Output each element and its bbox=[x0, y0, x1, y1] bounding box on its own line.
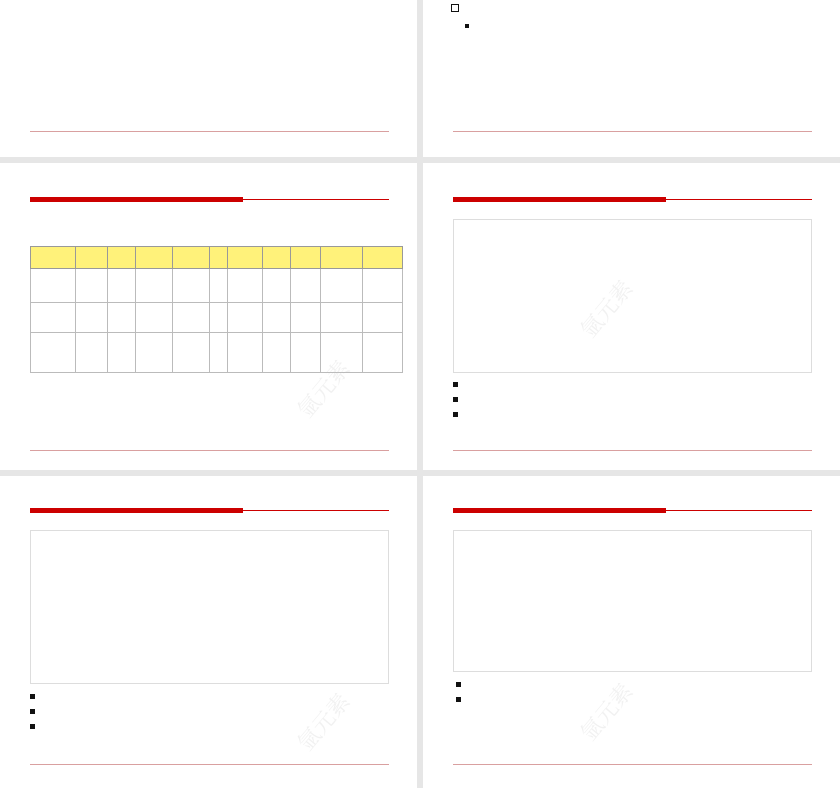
footer-divider bbox=[30, 131, 389, 132]
title-underline-bar bbox=[453, 197, 666, 202]
watermark: 氩元素 bbox=[293, 689, 356, 757]
slide-villa-market bbox=[423, 476, 840, 788]
title-underline-thin bbox=[243, 199, 389, 200]
supply-demand-chart bbox=[30, 530, 389, 684]
stat-line bbox=[453, 677, 470, 692]
title-underline-bar bbox=[30, 508, 243, 513]
column-header bbox=[291, 247, 321, 269]
column-header bbox=[76, 247, 108, 269]
stat-line bbox=[453, 407, 459, 422]
column-header bbox=[363, 247, 403, 269]
column-header bbox=[210, 247, 228, 269]
stat-summary bbox=[453, 677, 470, 707]
stat-line bbox=[30, 719, 36, 734]
column-header bbox=[228, 247, 263, 269]
column-header bbox=[263, 247, 291, 269]
footer-divider bbox=[453, 450, 812, 451]
column-header bbox=[108, 247, 136, 269]
slide-policy-news bbox=[0, 0, 417, 157]
watermark: 氩元素 bbox=[293, 356, 356, 424]
footer-divider bbox=[453, 131, 812, 132]
column-header bbox=[31, 247, 76, 269]
title-underline-bar bbox=[30, 197, 243, 202]
stat-line bbox=[453, 692, 470, 707]
slide-commercial-residential bbox=[423, 163, 840, 470]
table-row bbox=[31, 269, 403, 303]
column-header bbox=[136, 247, 173, 269]
watermark: 氩元素 bbox=[576, 679, 639, 747]
stat-line bbox=[453, 392, 459, 407]
stat-summary bbox=[453, 377, 459, 422]
slide-land-market bbox=[0, 163, 417, 470]
table-row bbox=[31, 333, 403, 373]
footer-divider bbox=[453, 764, 812, 765]
column-header bbox=[173, 247, 210, 269]
title-underline-bar bbox=[453, 508, 666, 513]
land-transactions-table bbox=[30, 246, 403, 373]
title-underline-thin bbox=[243, 510, 389, 511]
market-opinions-heading bbox=[451, 3, 463, 14]
slide-market-opinions bbox=[423, 0, 840, 157]
column-header bbox=[321, 247, 363, 269]
stat-summary bbox=[30, 689, 36, 734]
table-header-row bbox=[31, 247, 403, 269]
footer-divider bbox=[30, 764, 389, 765]
villa-trend-chart bbox=[453, 530, 812, 672]
policy-paragraph bbox=[38, 2, 391, 15]
stat-line bbox=[453, 377, 459, 392]
supply-demand-chart bbox=[453, 219, 812, 373]
checkbox-square-icon bbox=[451, 4, 459, 12]
footer-divider bbox=[30, 450, 389, 451]
title-underline-thin bbox=[666, 510, 812, 511]
stat-line bbox=[30, 689, 36, 704]
table-row bbox=[31, 303, 403, 333]
watermark: 氩元素 bbox=[576, 276, 639, 344]
slide-ordinary-residential bbox=[0, 476, 417, 788]
stat-line bbox=[30, 704, 36, 719]
title-underline-thin bbox=[666, 199, 812, 200]
